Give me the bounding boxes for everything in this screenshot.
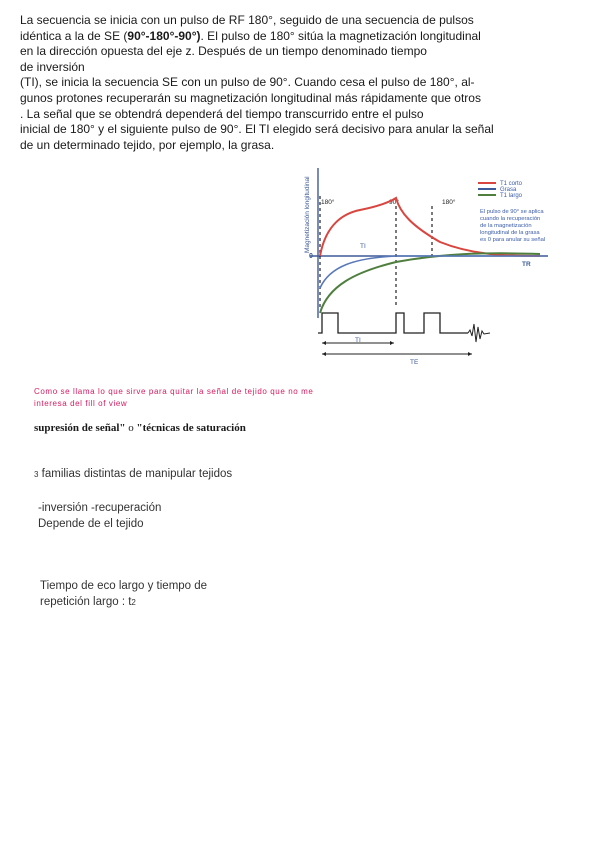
- intro-line-9: de un determinado tejido, por ejemplo, la grasa.: [20, 137, 275, 152]
- note-echo-line-2: [40, 594, 207, 611]
- suppression-techniques-line: [34, 422, 246, 434]
- ti-curve-label: TI: [360, 243, 366, 250]
- note-inversion-line-1: -inversión -recuperación: [38, 502, 162, 514]
- note-families-text: familias distintas de manipular tejidos: [38, 468, 233, 480]
- note-tissue-families: [34, 466, 232, 483]
- note-inversion-line-2: Depende de el tejido: [38, 518, 144, 530]
- inversion-recovery-diagram: [300, 158, 590, 373]
- te-label: TE: [410, 359, 419, 366]
- caption-line-4: longitudinal de la grasa: [480, 230, 540, 236]
- intro-line-1: La secuencia se inicia con un pulso de RF 180°, seguido de una secuencia de pulsos: [20, 13, 474, 27]
- pulse-180-label: 180°: [321, 199, 335, 206]
- intro-sequence-bold: 90°-180°-90°): [127, 28, 201, 43]
- intro-line-3: en la dirección opuesta del eje z. Después de un tiempo denominado tiempo: [20, 44, 427, 59]
- legend-fat: Grasa: [500, 187, 517, 193]
- connector-o: o: [125, 422, 137, 434]
- caption-line-1: El pulso de 90° se aplica: [480, 209, 544, 215]
- diagram-svg: [300, 158, 590, 373]
- intro-line-7: . La señal que se obtendrá dependerá del tiempo transcurrido entre el pulso: [20, 106, 424, 121]
- note-number: 3: [34, 470, 39, 479]
- y-axis-label: Magnetización longitudinal: [304, 176, 311, 253]
- pink-note-line-2: interesa del fill of view: [34, 399, 128, 408]
- caption-line-5: es 0 para anular su señal: [480, 237, 546, 243]
- ti-arrow-label: TI: [355, 337, 361, 344]
- note-echo-subscript: 2: [131, 598, 136, 607]
- echo-signal: [468, 324, 490, 342]
- legend-t1-short: T1 corto: [500, 181, 523, 187]
- signal-suppression-text: supresión de señal": [34, 422, 126, 434]
- tr-label: TR: [522, 261, 531, 268]
- pulse-180b-label: 180°: [442, 199, 456, 206]
- legend-t1-long: T1 largo: [500, 193, 523, 199]
- caption-line-3: de la magnetización: [480, 223, 532, 229]
- pulse-train: [318, 313, 468, 333]
- note-echo-line-1: Tiempo de eco largo y tiempo de: [40, 580, 208, 592]
- pink-note-line-1: Como se llama lo que sirve para quitar la señal de tejido que no me: [34, 387, 314, 396]
- intro-line-8: inicial de 180° y el siguiente pulso de 90°. El TI elegido será decisivo para anular la señal: [20, 122, 494, 137]
- figure-caption: [480, 209, 545, 243]
- pink-question-note: [34, 386, 394, 410]
- note-inversion-recovery: [38, 500, 161, 532]
- intro-line-5: (TI), se inicia la secuencia SE con un pulso de 90°. Cuando cesa el pulso de 180°, al-: [20, 75, 475, 90]
- intro-line-2c: . El pulso de 180° sitúa la magnetización longitudinal: [200, 28, 481, 43]
- note-echo-line-2a: repetición largo : t: [40, 596, 132, 608]
- pulse-90-label: 90°: [389, 199, 399, 206]
- caption-line-2: cuando la recuperación: [480, 216, 541, 222]
- zero-label: 0: [309, 253, 313, 260]
- intro-line-2: [20, 29, 590, 45]
- note-echo-repetition: [40, 578, 207, 611]
- saturation-techniques-text: "técnicas de saturación: [136, 422, 246, 434]
- fat-curve: [320, 256, 540, 288]
- intro-line-6: gunos protones recuperarán su magnetización longitudinal más rápidamente que otros: [20, 90, 481, 105]
- intro-line-2a: idéntica a la de SE (: [20, 28, 128, 43]
- intro-paragraph: [20, 13, 590, 153]
- intro-line-4: de inversión: [20, 59, 85, 74]
